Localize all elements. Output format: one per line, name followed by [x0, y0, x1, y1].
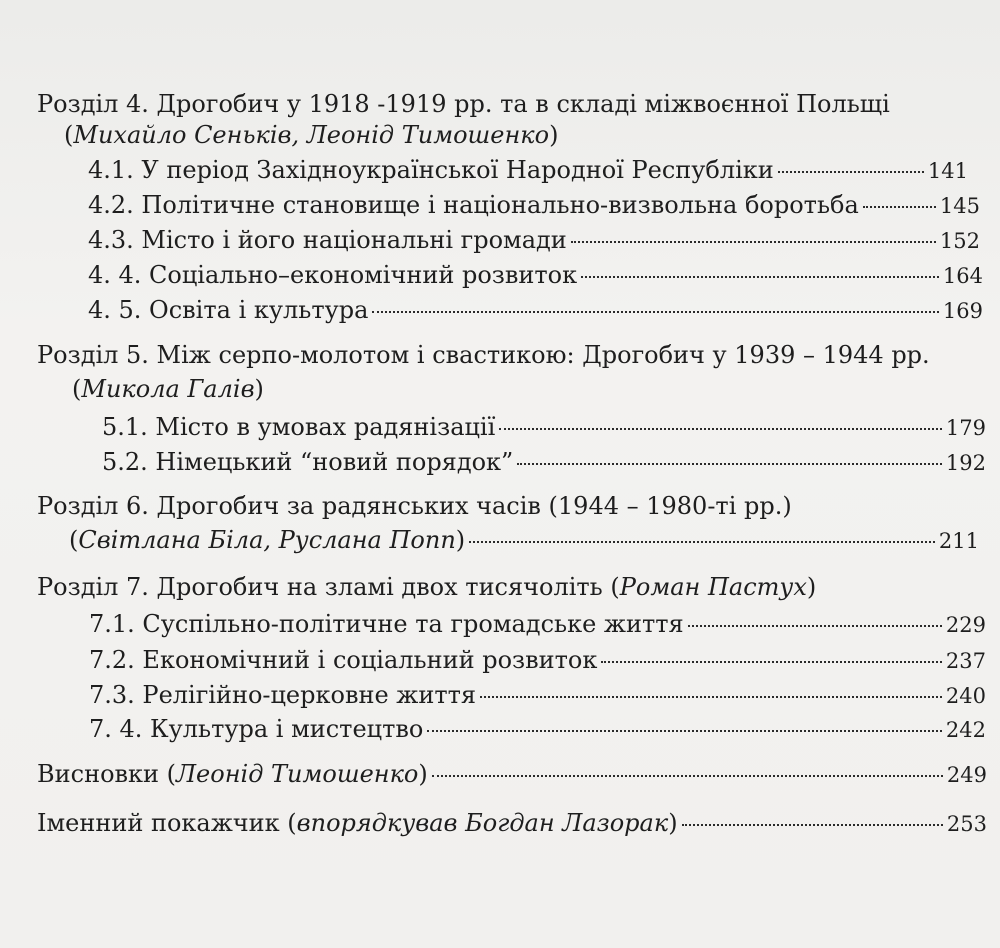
toc-entry-4-1: 4.1. У період Західноукраїнської Народної Республіки 141 [88, 156, 968, 184]
chapter-5-authors: ( Микола Галів ) [72, 375, 264, 403]
dot-leader [499, 427, 942, 430]
chapter-4-authors: ( Михайло Сеньків, Леонід Тимошенко ) [64, 121, 559, 149]
dot-leader [480, 695, 942, 698]
dot-leader [427, 729, 942, 732]
chapter-7-title: Розділ 7. Дрогобич на зламі двох тисячоліть ( Роман Пастух ) [37, 573, 817, 601]
dot-leader [778, 170, 924, 173]
dot-leader [601, 660, 942, 663]
toc-entry-4-3: 4.3. Місто і його національні громади 152 [88, 226, 980, 254]
chapter-5-title: Розділ 5. Між серпо-молотом і свастикою: Дрогобич у 1939 – 1944 рр. [37, 341, 930, 369]
toc-entry-7-4: 7. 4. Культура і мистецтво 242 [89, 715, 986, 743]
toc-entry-7-1: 7.1. Суспільно-політичне та громадське життя 229 [89, 610, 986, 638]
dot-leader [469, 540, 935, 543]
toc-entry-7-3: 7.3. Релігійно-церковне життя 240 [89, 681, 986, 709]
toc-entry-4-5: 4. 5. Освіта і культура 169 [88, 296, 983, 324]
dot-leader [682, 823, 943, 826]
dot-leader [571, 240, 936, 243]
chapter-6-authors: ( Світлана Біла, Руслана Попп ) 211 [69, 526, 979, 554]
chapter-4-title: Розділ 4. Дрогобич у 1918 -1919 рр. та в складі міжвоєнної Польщі [37, 90, 890, 118]
dot-leader [432, 774, 943, 777]
toc-entry-name-index: Іменний покажчик ( впорядкував Богдан Лазорак ) 253 [37, 809, 987, 837]
dot-leader [688, 624, 942, 627]
toc-entry-conclusions: Висновки ( Леонід Тимошенко ) 249 [37, 760, 987, 788]
dot-leader [581, 275, 939, 278]
chapter-6-title: Розділ 6. Дрогобич за радянських часів (1944 – 1980-ті рр.) [37, 492, 792, 520]
toc-entry-7-2: 7.2. Економічний і соціальний розвиток 237 [89, 646, 986, 674]
dot-leader [372, 310, 939, 313]
dot-leader [517, 462, 942, 465]
toc-entry-4-2: 4.2. Політичне становище і національно-визвольна боротьба 145 [88, 191, 980, 219]
toc-entry-5-2: 5.2. Німецький “новий порядок” 192 [102, 448, 986, 476]
toc-entry-4-4: 4. 4. Соціально–економічний розвиток 164 [88, 261, 983, 289]
toc-entry-5-1: 5.1. Місто в умовах радянізації 179 [102, 413, 986, 441]
dot-leader [863, 205, 936, 208]
